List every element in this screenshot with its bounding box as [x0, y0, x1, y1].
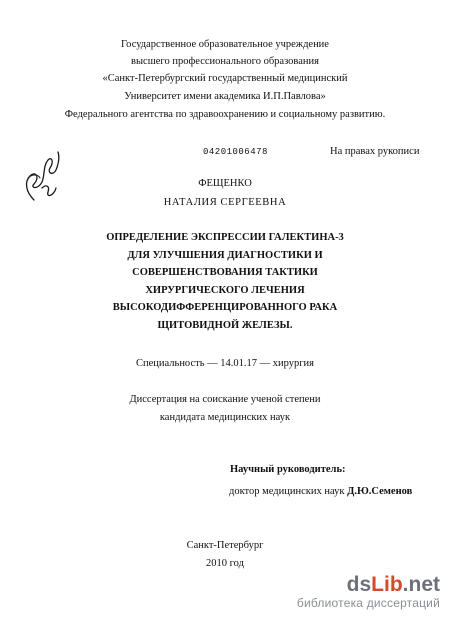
dslib-logo [297, 574, 440, 596]
author-surname: ФЕЩЕНКО [198, 178, 252, 189]
logo-ds: ds [346, 573, 372, 596]
year: 2010 год [206, 558, 244, 569]
supervisor-name: Д.Ю.Семенов [347, 486, 413, 497]
dissertation-line-1: Диссертация на соискание ученой степени [129, 394, 321, 405]
title-line-5: ВЫСОКОДИФФЕРЕНЦИРОВАННОГО РАКА [112, 302, 338, 313]
dissertation-line-2: кандидата медицинских наук [159, 412, 291, 423]
header-line-1: Государственное образовательное учреждение [121, 39, 329, 50]
title-line-3: СОВЕРШЕНСТВОВАНИЯ ТАКТИКИ [132, 267, 318, 278]
manuscript-note: На правах рукописи [330, 146, 420, 157]
city: Санкт-Петербург [186, 540, 264, 551]
supervisor-degree: доктор медицинских наук [229, 486, 348, 497]
title-line-1: ОПРЕДЕЛЕНИЕ ЭКСПРЕССИИ ГАЛЕКТИНА-3 [106, 232, 344, 243]
header-line-5: Федерального агентства по здравоохранению и социальному развитию. [64, 109, 386, 120]
logo-lib: Lib [371, 573, 403, 596]
supervisor-line [229, 485, 412, 498]
author-name: НАТАЛИЯ СЕРГЕЕВНА [163, 197, 287, 208]
header-line-2: высшего профессионального образования [131, 56, 319, 67]
specialty: Специальность — 14.01.17 — хирургия [136, 358, 314, 369]
logo-net: .net [402, 573, 440, 596]
title-line-4: ХИРУРГИЧЕСКОГО ЛЕЧЕНИЯ [145, 284, 305, 296]
title-line-6: ЩИТОВИДНОЙ ЖЕЛЕЗЫ. [157, 319, 293, 331]
header-line-3: «Санкт-Петербургский государственный медицинский [102, 73, 348, 84]
header-line-4: Университет имени академика И.П.Павлова» [124, 91, 326, 102]
title-line-2: ДЛЯ УЛУЧШЕНИЯ ДИАГНОСТИКИ И [127, 249, 323, 261]
watermark-subtitle: библиотека диссертаций [296, 596, 440, 610]
supervisor-label: Научный руководитель: [230, 464, 346, 475]
registration-number: 04201006478 [203, 147, 268, 157]
dslib-watermark [297, 574, 440, 610]
